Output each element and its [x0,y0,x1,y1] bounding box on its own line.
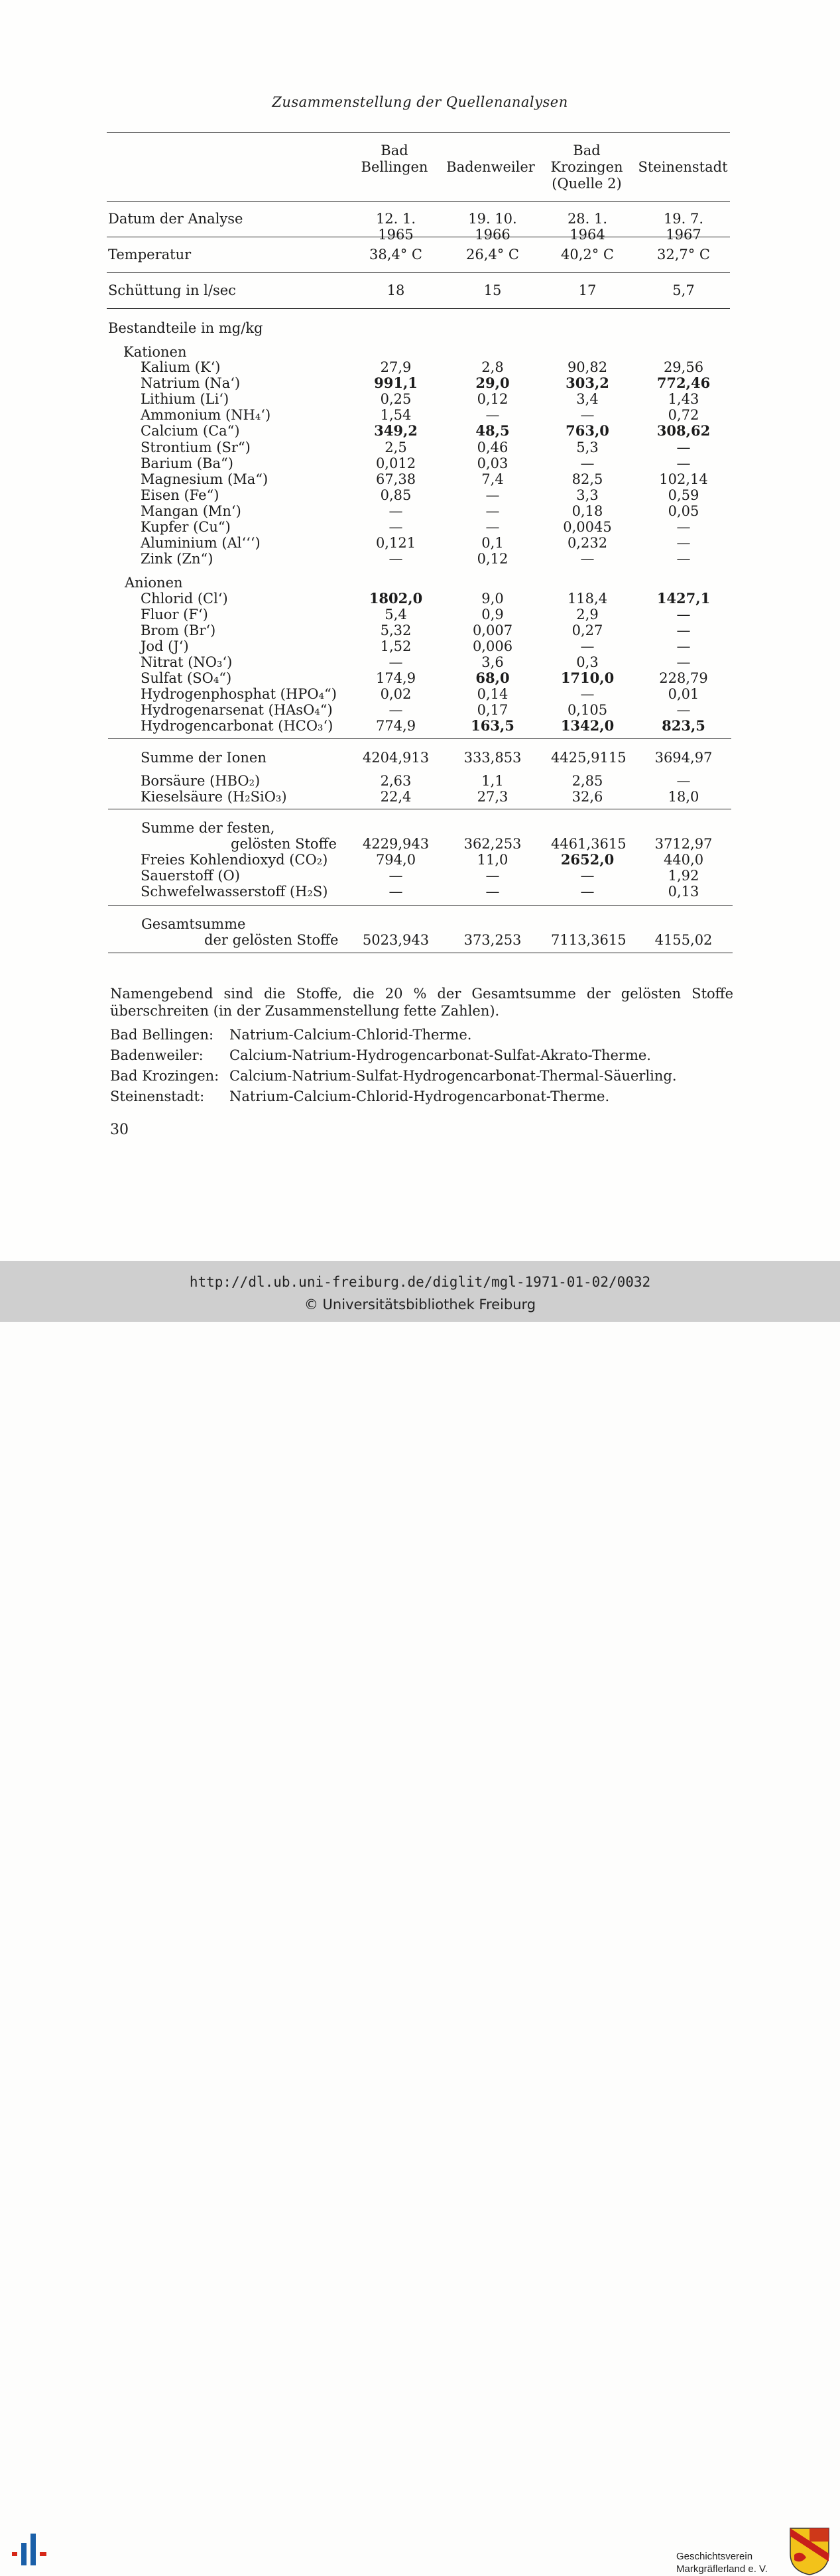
column-header-line: Bad [573,143,601,158]
row-value: 1802,0 [369,590,423,607]
row-value: — [389,702,403,718]
row-value: — [389,884,403,900]
anion-row [0,654,840,670]
column-header-line: Bad [381,143,408,158]
row-label: Summe der Ionen [141,750,267,766]
top-rule [107,132,730,133]
kation-row [0,535,840,551]
row-value: 0,85 [380,487,412,503]
row-value: 4155,02 [654,932,713,948]
row-label: Calcium (Ca“) [141,423,240,439]
row-value: — [676,455,691,471]
kation-row [0,487,840,503]
row-value: 2,85 [571,773,603,789]
row-value: — [580,686,595,702]
row-value: 0,17 [477,702,509,718]
feste-stoffe [0,836,840,852]
naming-place: Bad Krozingen: [110,1068,219,1084]
gesamt-heading: Gesamtsumme [141,916,246,932]
row-label: Schüttung in l/sec [108,282,236,298]
row-label: Ammonium (NH₄‘) [141,407,271,424]
row-value: 0,121 [375,535,416,552]
anion-row [0,638,840,654]
row-value: 303,2 [566,375,609,392]
row-value: 163,5 [471,717,514,734]
row-value: — [676,439,691,455]
row-value: 228,79 [659,670,708,686]
row-value: — [580,455,595,471]
row-label: gelösten Stoffe [231,836,337,852]
row-value: 440,0 [663,852,704,868]
row-label: Kalium (K‘) [141,359,221,375]
naming-place: Bad Bellingen: [110,1027,214,1043]
row-label: Kupfer (Cu“) [141,519,231,535]
row-value: 1342,0 [560,717,615,734]
ionen-rule [108,738,731,739]
row-value: 28. 1. 1964 [567,211,608,243]
row-value: 1,43 [668,391,699,408]
row-value: 3,4 [576,391,599,408]
naming-entry [110,1088,609,1104]
row-value: 82,5 [571,471,603,487]
naming-type: Natrium-Calcium-Chlorid-Therme. [229,1027,472,1043]
row-value: — [389,868,403,884]
row-value: 9,0 [481,591,504,607]
row-value: 32,7° C [656,247,710,263]
kation-row [0,503,840,519]
kation-row [0,423,840,439]
row-value: — [676,535,691,552]
row-rule [107,308,730,309]
row-label: Fluor (F‘) [141,607,208,622]
anionen-heading: Anionen [125,575,183,591]
row-value: 27,3 [477,789,509,805]
feste-heading: Summe der festen, [141,820,275,836]
scanned-page [0,0,840,1261]
row-value: 5,4 [385,607,407,622]
row-value: 18,0 [668,789,699,805]
row-value: 0,25 [380,391,412,408]
row-value: — [389,519,403,535]
row-value: 991,1 [374,375,418,392]
row-value: 4229,943 [362,836,430,852]
row-value: — [580,868,595,884]
saeure-row [0,789,840,805]
row-value: — [485,502,500,519]
row-label: Sulfat (SO₄“) [141,670,232,686]
row-label: Sauerstoff (O) [141,868,240,884]
row-value: 5,32 [380,622,412,638]
anion-row [0,670,840,686]
anion-row [0,607,840,622]
row-value: 1,92 [668,868,699,884]
column-header-line: Bellingen [361,159,428,175]
saeure-row [0,773,840,789]
row-value: 18 [387,282,405,298]
row-value: 774,9 [375,718,416,734]
column-header-line: Steinenstadt [638,159,728,175]
row-value: — [676,638,691,654]
row-value: 0,12 [477,551,509,567]
row-value: — [676,607,691,622]
row-label: Jod (J‘) [141,638,189,654]
row-value: 29,0 [475,375,510,392]
column-header-line: (Quelle 2) [552,176,622,192]
row-value: 29,56 [663,359,704,375]
row-value: 26,4° C [465,247,519,263]
row-value: 4425,9115 [551,750,627,766]
anion-row [0,591,840,607]
row-value: 0,12 [477,391,509,408]
row-value: 3712,97 [654,836,713,852]
anion-row [0,718,840,734]
row-value: 1,54 [380,407,412,424]
row-value: 3694,97 [654,750,713,766]
row-value: 48,5 [475,422,510,439]
naming-entry [110,1068,677,1084]
row-value: — [580,407,595,424]
row-value: 373,253 [463,932,522,948]
page-number: 30 [110,1122,129,1138]
row-value: 4461,3615 [551,836,627,852]
kation-row [0,359,840,375]
row-value: 68,0 [475,670,510,686]
row-value: 2652,0 [560,851,615,868]
row-value: 5,7 [672,282,695,298]
column-header [441,159,540,176]
anion-row [0,622,840,638]
row-value: — [676,702,691,718]
row-label: Magnesium (Ma“) [141,471,269,487]
row-value: 0,18 [571,502,603,519]
gas-row [0,884,840,900]
row-value: — [485,407,500,424]
row-value: 763,0 [566,422,609,439]
row-label: Barium (Ba“) [141,455,233,471]
row-value: 67,38 [375,471,416,487]
bestandteile-heading: Bestandteile in mg/kg [108,320,263,336]
row-value: — [676,622,691,638]
row-value: 17 [578,282,597,298]
row-value: 2,8 [481,359,504,375]
row-value: — [580,551,595,567]
row-value: 3,3 [576,487,599,503]
row-value: 772,46 [656,375,711,392]
kation-row [0,455,840,471]
row-value: 333,853 [463,750,522,766]
row-value: 0,27 [571,622,603,638]
naming-place: Steinenstadt: [110,1088,205,1104]
row-value: — [676,551,691,567]
column-header [633,159,733,176]
row-value: 5023,943 [362,932,430,948]
row-value: — [485,884,500,900]
kation-row [0,519,840,535]
row-value: 15 [483,282,502,298]
row-label: Brom (Br‘) [141,622,216,638]
row-label: Kieselsäure (H₂SiO₃) [141,789,287,805]
naming-place: Badenweiler: [110,1047,204,1063]
row-value: 362,253 [463,836,522,852]
summary-row [0,211,840,243]
row-value: — [485,519,500,535]
row-value: — [485,487,500,503]
row-value: 22,4 [380,789,412,805]
row-value: 174,9 [375,670,416,686]
row-value: 40,2° C [560,247,614,263]
row-value: 3,6 [481,654,504,670]
row-label: Temperatur [108,247,192,263]
row-label: Mangan (Mn‘) [141,502,241,519]
row-label: Hydrogencarbonat (HCO₃‘) [141,718,333,734]
summe-ionen [0,750,840,766]
library-logo-icon [8,2530,54,2573]
row-value: 11,0 [477,852,509,868]
kation-row [0,439,840,455]
row-value: 19. 10. 1966 [468,211,517,243]
row-value: 349,2 [374,422,418,439]
row-value: 0,13 [668,884,699,900]
naming-entry [110,1027,471,1043]
row-label: Lithium (Li‘) [141,391,229,408]
row-value: 1,1 [481,773,504,789]
header-rule [107,201,730,202]
row-value: 0,46 [477,439,509,455]
coat-of-arms-icon [789,2527,830,2576]
row-label: Chlorid (Cl‘) [141,591,228,607]
column-header [345,143,444,176]
row-value: 102,14 [659,471,708,487]
row-value: 0,14 [477,686,509,702]
row-value: — [580,884,595,900]
row-value: — [389,502,403,519]
row-value: 38,4° C [369,247,422,263]
row-value: 308,62 [656,422,711,439]
row-value: 2,9 [576,607,599,622]
naming-type: Natrium-Calcium-Chlorid-Hydrogencarbonat-Therme. [229,1088,610,1104]
column-header-line: Badenweiler [446,159,535,175]
row-value: 4204,913 [362,750,430,766]
gas-row [0,852,840,868]
row-value: 1427,1 [656,590,711,607]
row-value: — [485,868,500,884]
row-value: 5,3 [576,439,599,455]
row-value: 0,59 [668,487,699,503]
table-caption: Zusammenstellung der Quellenanalysen [272,94,568,110]
naming-type: Calcium-Natrium-Hydrogencarbonat-Sulfat-Akrato-Therme. [229,1047,651,1063]
society-name: Geschichtsverein Markgräflerland e. V. [676,2551,768,2575]
kation-row [0,375,840,391]
row-label: Zink (Zn“) [141,551,213,567]
copyright: © Universitätsbibliothek Freiburg [304,1297,536,1313]
kation-row [0,391,840,407]
row-value: — [676,773,691,789]
row-value: 32,6 [571,789,603,805]
row-value: — [580,638,595,654]
row-label: Freies Kohlendioxyd (CO₂) [141,852,328,868]
row-label: Natrium (Na‘) [141,375,241,392]
row-value: 90,82 [567,359,608,375]
row-value: 794,0 [375,852,416,868]
kationen-heading: Kationen [123,344,187,360]
kation-row [0,407,840,423]
gas-row [0,868,840,884]
kation-row [0,551,840,567]
library-footer [0,1261,840,2575]
row-value: 0,006 [472,638,513,654]
row-value: 0,02 [380,686,412,702]
row-value: 2,5 [385,439,407,455]
row-value: 19. 7. 1967 [663,211,704,243]
row-value: — [676,519,691,535]
footnote: Namengebend sind die Stoffe, die 20 % der Gesamtsumme der gelösten Stoffe überschreiten (in der Zusammenstellung fette Zahlen). [110,986,733,1019]
row-label: Borsäure (HBO₂) [141,773,261,789]
naming-type: Calcium-Natrium-Sulfat-Hydrogencarbonat-Thermal-Säuerling. [229,1068,677,1084]
naming-entry [110,1047,651,1063]
row-value: 2,63 [380,773,412,789]
row-value: — [676,654,691,670]
row-value: 0,1 [481,535,504,552]
gesamtsumme [0,932,840,948]
source-url[interactable]: http://dl.ub.uni-freiburg.de/diglit/mgl-1971-01-02/0032 [189,1274,651,1290]
gesamt-rule [108,905,733,906]
summary-row [0,282,840,298]
row-value: 0,012 [375,455,416,471]
summary-row [0,247,840,263]
row-value: 0,05 [668,502,699,519]
anion-row [0,702,840,718]
row-value: 0,3 [576,654,599,670]
row-value: 0,105 [567,702,608,718]
row-label: der gelösten Stoffe [204,932,339,948]
row-label: Nitrat (NO₃‘) [141,654,233,670]
row-value: 0,007 [472,622,513,638]
row-label: Strontium (Sr“) [141,439,251,455]
row-value: 27,9 [380,359,412,375]
row-label: Schwefelwasserstoff (H₂S) [141,884,328,900]
row-label: Aluminium (Al‘‘‘) [141,535,261,552]
row-value: 0,03 [477,455,509,471]
row-value: 7,4 [481,471,504,487]
column-header [537,143,636,192]
row-rule [107,272,730,273]
row-label: Eisen (Fe“) [141,487,219,503]
row-value: 7113,3615 [551,932,627,948]
row-value: — [389,551,403,567]
row-value: — [389,654,403,670]
row-value: 0,9 [481,607,504,622]
row-label: Datum der Analyse [108,211,243,227]
row-value: 823,5 [662,717,705,734]
row-value: 0,232 [567,535,608,552]
row-value: 1710,0 [560,670,615,686]
anion-row [0,686,840,702]
row-label: Hydrogenphosphat (HPO₄“) [141,686,337,702]
column-header-line: Krozingen [550,159,623,175]
row-label: Hydrogenarsenat (HAsO₄“) [141,702,333,718]
row-value: 0,01 [668,686,699,702]
row-value: 1,52 [380,638,412,654]
row-value: 12. 1. 1965 [375,211,416,243]
kation-row [0,471,840,487]
row-value: 0,0045 [563,519,612,535]
row-value: 118,4 [567,591,608,607]
row-value: 0,72 [668,407,699,424]
